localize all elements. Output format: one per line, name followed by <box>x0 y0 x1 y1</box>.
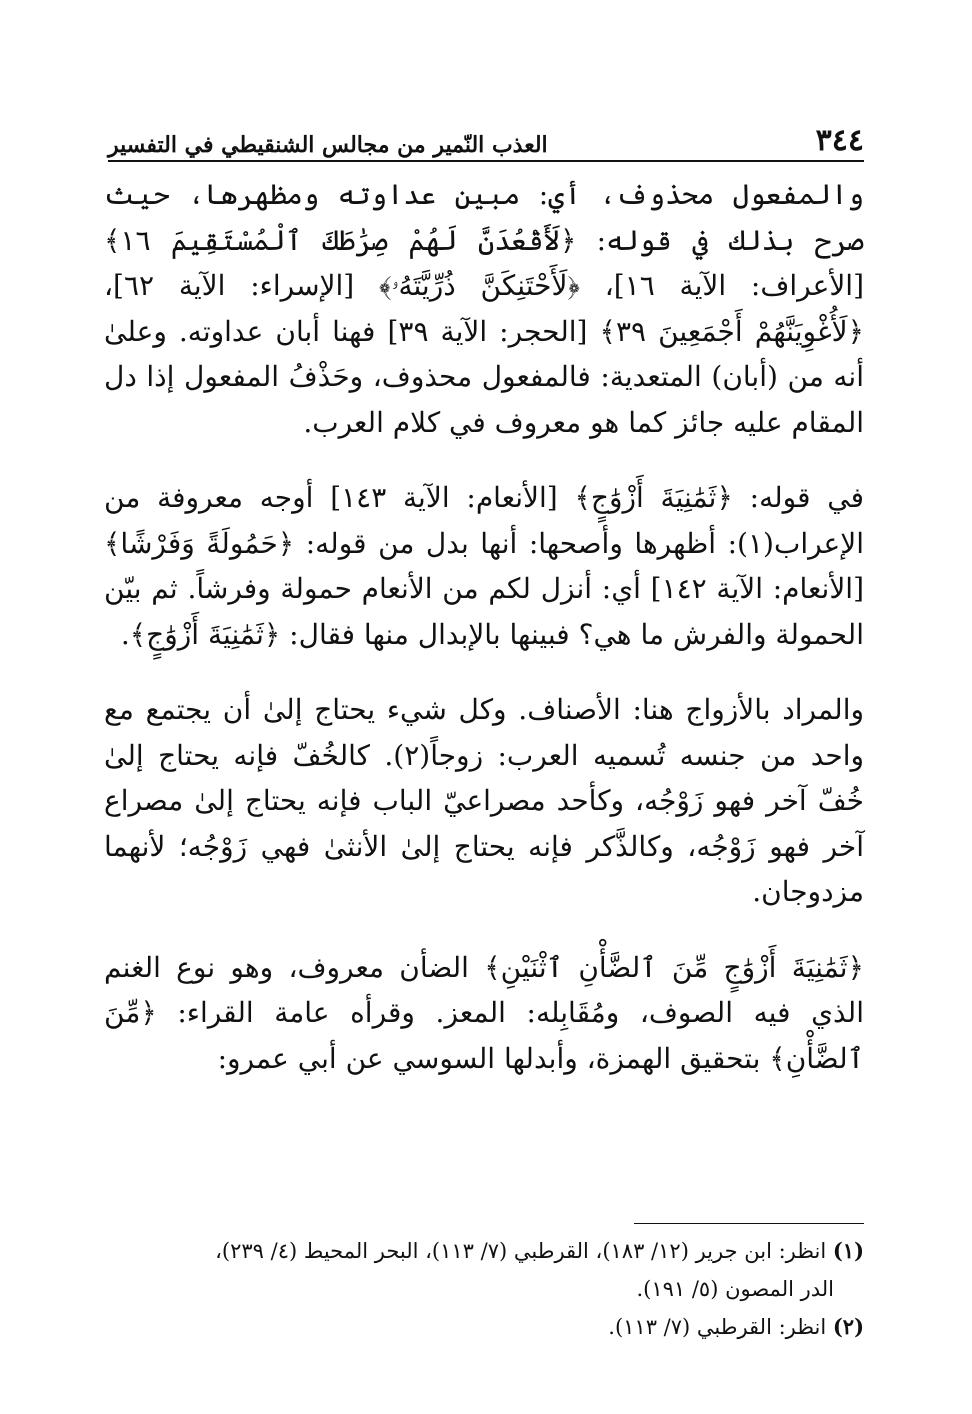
page-number: ٣٤٤ <box>815 123 864 158</box>
paragraph-1: والمفعول محذوف، أي: مبين عداوته ومظهرها، حيث صرح بذلك في قوله: ﴿لَأَقْعُدَنَّ لَهُمْ صِرَٰطَكَ ٱلْمُسْتَقِيمَ ١٦﴾ [الأعراف: الآية ١٦]، ﴿لَأَحْتَنِكَنَّ ذُرِّيَّتَهُۥ﴾ [الإسراء: الآية ٦٢]، ﴿لَأُغْوِيَنَّهُمْ أَجْمَعِينَ ٣٩﴾ [الحجر: الآية ٣٩] فهنا أبان عداوته. وعلىٰ أنه من (أبان) المتعدية: فالمفعول محذوف، وحَذْفُ المفعول إذا دل المقام عليه جائز كما هو معروف في كلام العرب. <box>104 178 865 439</box>
footnote-continuation: الدر المصون (٥/ ١٩١). <box>636 1277 834 1301</box>
paragraph-3: والمراد بالأزواج هنا: الأصناف. وكل شيء يحتاج إلىٰ أن يجتمع مع واحد من جنسه تُسميه العرب: زوجاً(٢). كالخُفّ فإنه يحتاج إلىٰ خُفّ آخر فهو زَوْجُه، وكأحد مصراعيّ الباب فإنه يحتاج إلىٰ مصراع آخر فهو زَوْجُه، وكالذَّكر فإنه يحتاج إلىٰ الأنثىٰ فهي زَوْجُه؛ لأنهما مزدوجان. <box>104 693 865 908</box>
paragraph-2: في قوله: ﴿ثَمَٰنِيَةَ أَزْوَٰجٍ﴾ [الأنعام: الآية ١٤٣] أوجه معروفة من الإعراب(١): أظهرها وأصحها: أنها بدل من قوله: ﴿حَمُولَةً وَفَرْشًا﴾ [الأنعام: الآية ١٤٢] أي: أنزل لكم من الأنعام حمولة وفرشاً. ثم بيّن الحمولة والفرش ما هي؟ فبينها بالإبدال منها فقال: ﴿ثَمَٰنِيَةَ أَزْوَٰجٍ﴾. <box>104 481 864 651</box>
footnote-text: انظر: ابن جرير (١٢/ ١٨٣)، القرطبي (٧/ ١١٣)، البحر المحيط (٤/ ٢٣٩)، <box>215 1239 827 1263</box>
header-rule <box>108 160 864 162</box>
page-header <box>108 108 864 156</box>
footnote-text: انظر: القرطبي (٧/ ١١٣). <box>608 1315 827 1339</box>
running-title: العذب النّمير من مجالس الشنقيطي في التفسير <box>108 132 548 158</box>
footnote-number: (٢) <box>832 1314 864 1339</box>
footnote-2 <box>104 1308 864 1346</box>
footnote-1 <box>104 1232 864 1308</box>
footnotes <box>104 1232 864 1346</box>
paragraph-4: ﴿ثَمَٰنِيَةَ أَزْوَٰجٍ مِّنَ ٱلضَّأْنِ ٱثْنَيْنِ﴾ الضأن معروف، وهو نوع الغنم الذي فيه الصوف، ومُقَابِله: المعز. وقرأه عامة القراء: ﴿مِّنَ ٱلضَّأْنِ﴾ بتحقيق الهمزة، وأبدلها السوسي عن أبي عمرو: <box>104 950 864 1075</box>
page-body <box>104 172 864 1081</box>
footnote-number: (١) <box>832 1238 864 1263</box>
footnote-rule <box>634 1223 864 1224</box>
